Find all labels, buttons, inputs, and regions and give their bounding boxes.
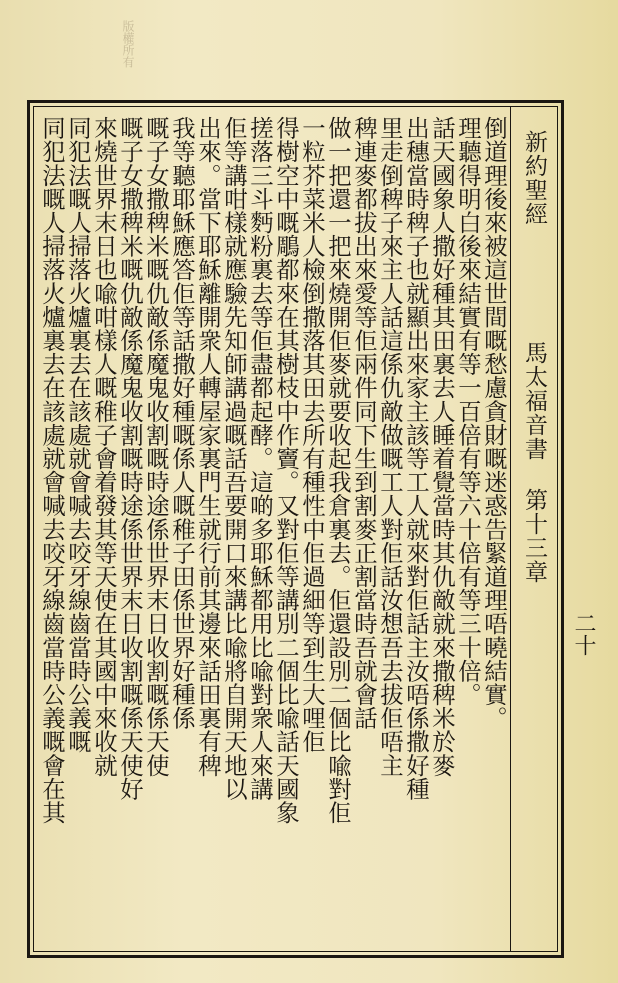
library-stamp: 版權所有 xyxy=(121,20,135,68)
text-column: 做一把還一把來燒開佢麥就要收起我倉裏去。佢還設別二個比喩對佢 xyxy=(324,116,352,824)
text-column: 同犯法嘅人掃落火爐裏去在該處就會喊去咬牙線齒當時公義嘅 xyxy=(64,116,92,754)
chapter-title: 第十三章 xyxy=(521,488,547,584)
text-column: 來燒世界末日也喩咁樣人嘅稚子會着發其等天使在其國中來收就 xyxy=(90,116,118,777)
text-column: 佢等講咁樣就應驗先知師講過嘅話吾要開口來講比喩將自開天地以 xyxy=(220,116,248,801)
page-number: 二十 xyxy=(571,612,596,656)
text-column: 出來。當下耶穌離開衆人轉屋家裏門生就行前其邊來話田裏有稗 xyxy=(194,116,222,777)
text-column: 里走倒稗子來主人話這係仇敵做嘅工人對佢話汝想吾去拔佢唔主 xyxy=(376,116,404,777)
text-body xyxy=(38,116,508,942)
text-column: 倒道理後來被這世間嘅愁慮貪財嘅迷惑告緊道理唔曉結實。 xyxy=(480,116,508,730)
text-column: 出穗當時稗子也就顯出來家主該等工人就來對佢話主汝唔係撒好種 xyxy=(402,116,430,801)
text-column: 搓落三斗麪粉裏去等佢盡都起酵。這啲多耶穌都用比喩對衆人來講 xyxy=(246,116,274,801)
text-column: 嘅子女撒稗米嘅仇敵係魔鬼收割嘅時途係世界末日收割嘅係天使好 xyxy=(116,116,144,801)
running-header xyxy=(512,106,558,952)
text-column: 我等聽耶穌應答佢等話撒好種嘅係人嘅稚子田係世界好種係 xyxy=(168,116,196,730)
text-column: 同犯法嘅人掃落火爐裏去在該處就會喊去咬牙線齒當時公義嘅會在其 xyxy=(38,116,66,824)
text-column: 稗連麥都拔出來愛等佢兩件同下生到割麥正割當時吾就會話 xyxy=(350,116,378,730)
book-title: 新約聖經 xyxy=(521,130,547,226)
text-column: 話天國象人撒好種其田裏去人睡着覺當時其仇敵就來撒稗米於麥 xyxy=(428,116,456,777)
text-column: 理聽得明白後來結實有等一百倍有等六十倍有等三十倍。 xyxy=(454,116,482,706)
gospel-title: 馬太福音書 xyxy=(521,341,547,461)
text-column: 一粒芥菜米人檢倒撒落其田去所有種性中佢過細等到生大哩佢 xyxy=(298,116,326,754)
header-divider xyxy=(510,106,511,952)
text-column: 得樹空中嘅鵰都來在其樹枝中作竇。又對佢等講別二個比喩話天國象 xyxy=(272,116,300,824)
text-column: 嘅子女撒稗米嘅仇敵係魔鬼收割嘅時途係世界末日收割嘅係天使 xyxy=(142,116,170,777)
